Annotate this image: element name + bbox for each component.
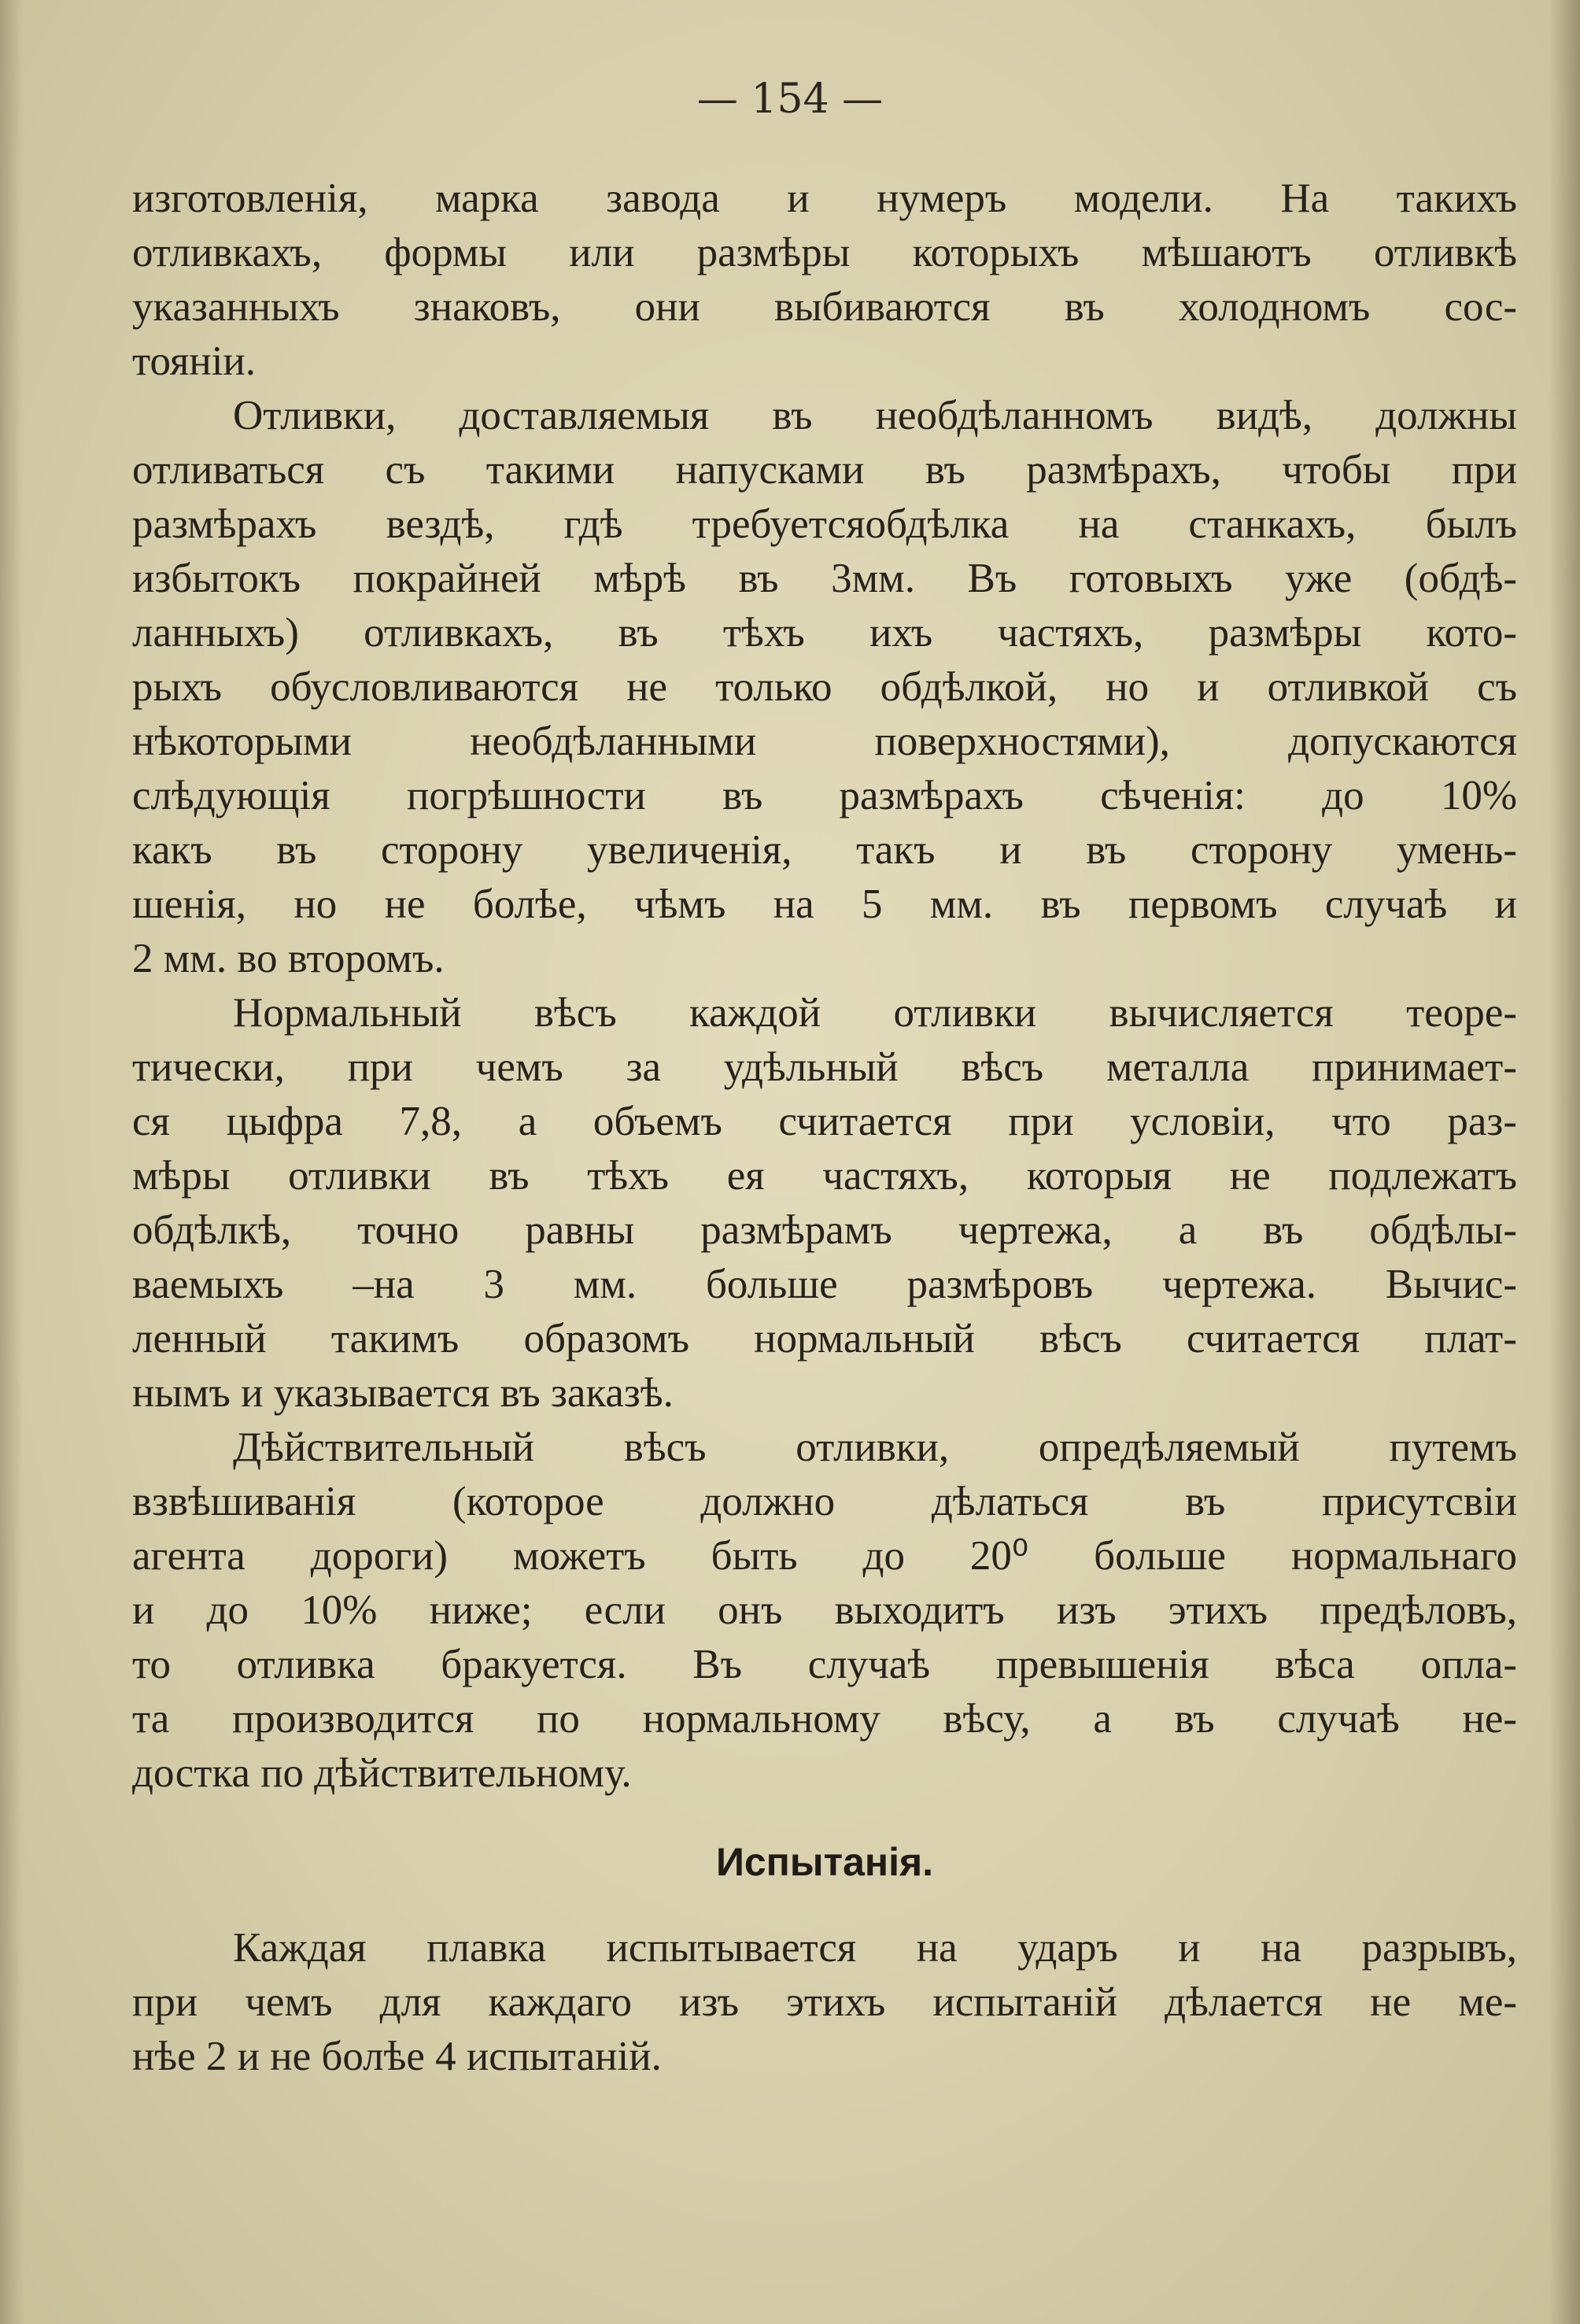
text-line: тически, при чемъ за удѣльный вѣсъ металла принимает- [132,1044,1517,1090]
text-line: отливаться съ такими напусками въ размѣрахъ, чтобы при [132,447,1517,493]
text-line: 2 мм. во второмъ. [132,936,445,981]
paragraph-3 [132,986,1517,1421]
page-left-shadow [0,0,24,2324]
text-line: та производится по нормальному вѣсу, а въ случаѣ не- [132,1696,1517,1742]
text-line: тояніи. [132,338,257,384]
text-line: изготовленія, марка завода и нумеръ модели. На такихъ [132,176,1517,221]
paragraph-1 [132,172,1517,389]
text-line: и до 10% ниже; если онъ выходитъ изъ этихъ предѣловъ, [132,1587,1517,1633]
text-line: отливкахъ, формы или размѣры которыхъ мѣшаютъ отливкѣ [132,230,1517,275]
text-line: обдѣлкѣ, точно равны размѣрамъ чертежа, а въ обдѣлы- [132,1207,1517,1253]
text-line: ваемыхъ –на 3 мм. больше размѣровъ чертежа. Вычис- [132,1262,1517,1307]
text-line: рыхъ обусловливаются не только обдѣлкой, но и отливкой съ [132,664,1517,710]
section-heading: Испытанія. [715,1840,934,1884]
text-line: ся цыфра 7,8, а объемъ считается при условіи, что раз- [132,1099,1517,1144]
paragraph-4 [132,1421,1517,1801]
page-number: — 154 — [696,76,884,123]
text-line: Отливки, доставляемыя въ необдѣланномъ видѣ, должны [233,393,1517,438]
text-line: Нормальный вѣсъ каждой отливки вычисляется теоре- [233,990,1517,1036]
paragraph-2 [132,389,1517,986]
text-line: мѣры отливки въ тѣхъ ея частяхъ, которыя не подлежатъ [132,1153,1517,1199]
text-line: ланныхъ) отливкахъ, въ тѣхъ ихъ частяхъ, размѣры кото- [132,610,1517,656]
text-line: Каждая плавка испытывается на ударъ и на разрывъ, [233,1925,1517,1971]
text-line: размѣрахъ вездѣ, гдѣ требуетсяобдѣлка на станкахъ, былъ [132,501,1517,547]
text-line: агента дороги) можетъ быть до 20⁰ больше нормальнаго [132,1533,1517,1579]
text-line: то отливка бракуется. Въ случаѣ превышенія вѣса опла- [132,1642,1517,1687]
text-line: какъ въ сторону увеличенія, такъ и въ сторону умень- [132,827,1517,873]
text-line: взвѣшиванія (которое должно дѣлаться въ присутсвіи [132,1479,1517,1524]
text-line: указанныхъ знаковъ, они выбиваются въ холодномъ сос- [132,284,1517,330]
text-line: нымъ и указывается въ заказѣ. [132,1370,674,1416]
page-body [132,172,1517,2084]
text-line: достка по дѣйствительному. [132,1750,632,1796]
text-line: при чемъ для каждаго изъ этихъ испытаній дѣлается не ме- [132,1979,1517,2025]
text-line: слѣдующія погрѣшности въ размѣрахъ сѣченія: до 10% [132,773,1517,818]
text-line: Дѣйствительный вѣсъ отливки, опредѣляемый путемъ [233,1424,1517,1470]
text-line: нѣкоторыми необдѣланными поверхностями), допускаются [132,719,1517,764]
page-right-shadow [1549,0,1580,2324]
text-line: избытокъ покрайней мѣрѣ въ 3мм. Въ готовыхъ уже (обдѣ- [132,556,1517,601]
text-line: ленный такимъ образомъ нормальный вѣсъ считается плат- [132,1316,1517,1362]
paragraph-5 [132,1921,1517,2084]
text-line: нѣе 2 и не болѣе 4 испытаній. [132,2034,662,2079]
text-line: шенія, но не болѣе, чѣмъ на 5 мм. въ первомъ случаѣ и [132,881,1517,927]
